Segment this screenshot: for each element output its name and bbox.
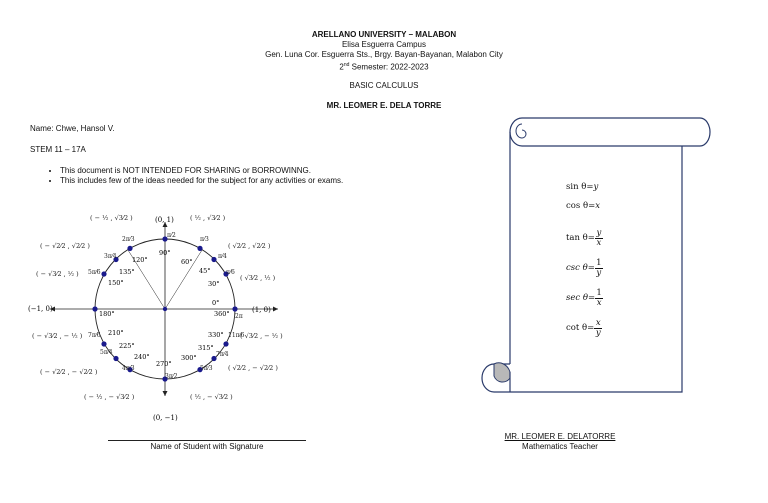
identity-sin: sin θ=y: [566, 182, 599, 192]
angle-360-label: 360°: [214, 310, 230, 318]
identity-denominator: x: [596, 237, 602, 248]
svg-text:7π⁄4: 7π⁄4: [216, 351, 229, 358]
top-point-label: (0, 1): [155, 216, 174, 224]
svg-text:2π: 2π: [235, 313, 243, 320]
identity-lhs: sec θ: [566, 293, 588, 303]
svg-text:( − ½ , − √3⁄2 ): ( − ½ , − √3⁄2 ): [84, 393, 135, 401]
identity-numerator: y: [596, 227, 602, 238]
notes-list: [48, 166, 343, 186]
identity-lhs: tan θ: [566, 233, 588, 243]
identity-numerator: x: [595, 317, 601, 328]
angle-135-label: 135°: [119, 268, 135, 276]
angle-120-label: 120°: [132, 256, 148, 264]
identity-tan: tan θ = y x: [566, 227, 602, 248]
identity-lhs: cot θ: [566, 323, 588, 333]
student-section: STEM 11 – 17A: [30, 145, 86, 154]
university-name: ARELLANO UNIVERSITY – MALABON: [311, 30, 457, 39]
angle-45-label: 45°: [199, 267, 211, 275]
angle-0-label: 0°: [212, 299, 220, 307]
teacher-signature-title: Mathematics Teacher: [522, 442, 598, 451]
svg-text:3π⁄4: 3π⁄4: [104, 253, 117, 260]
angle-90-label: 90°: [159, 249, 171, 257]
identity-numerator: 1: [596, 257, 602, 268]
campus-address: Gen. Luna Cor. Esguerra Sts., Brgy. Bayan-Bayanan, Malabon City: [265, 50, 503, 59]
svg-text:2π⁄3: 2π⁄3: [122, 236, 135, 243]
identity-lhs: cos θ: [566, 201, 589, 211]
identity-denominator: y: [596, 267, 602, 278]
identity-lhs: csc θ: [566, 263, 588, 273]
svg-text:( √2⁄2 , √2⁄2 ): ( √2⁄2 , √2⁄2 ): [228, 242, 271, 250]
identity-cot: cot θ = x y: [566, 317, 601, 338]
angle-180-label: 180°: [99, 310, 115, 318]
svg-text:π⁄4: π⁄4: [218, 253, 227, 260]
svg-text:7π⁄6: 7π⁄6: [88, 332, 101, 339]
student-signature-caption: Name of Student with Signature: [150, 442, 264, 451]
y-axis-arrow-down-icon: [163, 391, 168, 396]
svg-text:( √3⁄2 , − ½ ): ( √3⁄2 , − ½ ): [240, 332, 283, 340]
semester-line: [0, 60, 768, 73]
coordinate-labels: [32, 214, 283, 401]
identity-cos: cos θ=x: [566, 201, 600, 211]
svg-text:5π⁄4: 5π⁄4: [100, 349, 113, 356]
svg-text:( − √3⁄2 , − ½ ): ( − √3⁄2 , − ½ ): [32, 332, 83, 340]
student-signature-line: [108, 440, 306, 441]
identity-numerator: 1: [596, 287, 602, 298]
angle-330-label: 330°: [208, 331, 224, 339]
svg-text:( √2⁄2 , − √2⁄2 ): ( √2⁄2 , − √2⁄2 ): [228, 364, 278, 372]
svg-text:π⁄2: π⁄2: [167, 232, 176, 239]
svg-text:( − ½ , √3⁄2 ): ( − ½ , √3⁄2 ): [90, 214, 133, 222]
semester-suffix: nd: [343, 62, 350, 68]
identity-denominator: y: [595, 327, 601, 338]
svg-text:5π⁄3: 5π⁄3: [200, 365, 213, 372]
svg-text:( − √2⁄2 , − √2⁄2 ): ( − √2⁄2 , − √2⁄2 ): [40, 368, 98, 376]
semester-text: Semester: 2022-2023: [349, 62, 429, 72]
angle-240-label: 240°: [134, 353, 150, 361]
svg-text:π⁄6: π⁄6: [226, 269, 235, 276]
identity-lhs: sin θ: [566, 182, 587, 192]
svg-text:( − √2⁄2 , √2⁄2 ): ( − √2⁄2 , √2⁄2 ): [40, 242, 90, 250]
identity-rhs: x: [595, 201, 600, 211]
identity-csc: csc θ = 1 y: [566, 257, 602, 278]
left-point-label: (−1, 0): [28, 305, 53, 313]
svg-text:( √3⁄2 , ½ ): ( √3⁄2 , ½ ): [240, 274, 276, 282]
x-axis-arrow-icon: [273, 307, 278, 312]
angle-270-label: 270°: [156, 360, 172, 368]
angle-225-label: 225°: [119, 342, 135, 350]
angle-210-label: 210°: [108, 329, 124, 337]
svg-text:( ½ , √3⁄2 ): ( ½ , √3⁄2 ): [190, 214, 226, 222]
svg-text:4π⁄3: 4π⁄3: [122, 365, 135, 372]
identities-list: [566, 182, 636, 343]
identity-sec: sec θ = 1 x: [566, 287, 602, 308]
svg-text:11π⁄6: 11π⁄6: [228, 332, 245, 339]
subject-title: BASIC CALCULUS: [349, 81, 419, 90]
note-item: • This document is NOT INTENDED FOR SHARING or BORROWINNG.: [60, 166, 343, 176]
teacher-title: MR. LEOMER E. DELA TORRE: [326, 101, 442, 110]
right-point-label: (1, 0): [252, 306, 271, 314]
semester-ordinal: 2: [339, 62, 344, 72]
unit-circle-diagram: [28, 204, 304, 424]
svg-text:( − √3⁄2 , ½ ): ( − √3⁄2 , ½ ): [36, 270, 79, 278]
student-name: Name: Chwe, Hansol V.: [30, 124, 115, 133]
svg-text:5π⁄6: 5π⁄6: [88, 269, 101, 276]
angle-300-label: 300°: [181, 354, 197, 362]
campus-name: Elisa Esguerra Campus: [341, 40, 427, 49]
identity-denominator: x: [596, 297, 602, 308]
note-item: • This includes few of the ideas needed for the subject for any activities or exams.: [60, 176, 343, 186]
bottom-point-label: (0, −1): [153, 414, 178, 422]
identity-rhs: y: [593, 182, 599, 192]
angle-30-label: 30°: [208, 280, 220, 288]
angle-315-label: 315°: [198, 344, 214, 352]
svg-text:3π⁄2: 3π⁄2: [165, 373, 178, 380]
angle-150-label: 150°: [108, 279, 124, 287]
teacher-signature-name: MR. LEOMER E. DELATORRE: [504, 432, 616, 441]
angle-60-label: 60°: [181, 258, 193, 266]
svg-text:( ½ , − √3⁄2 ): ( ½ , − √3⁄2 ): [190, 393, 233, 401]
svg-text:π⁄3: π⁄3: [200, 236, 209, 243]
